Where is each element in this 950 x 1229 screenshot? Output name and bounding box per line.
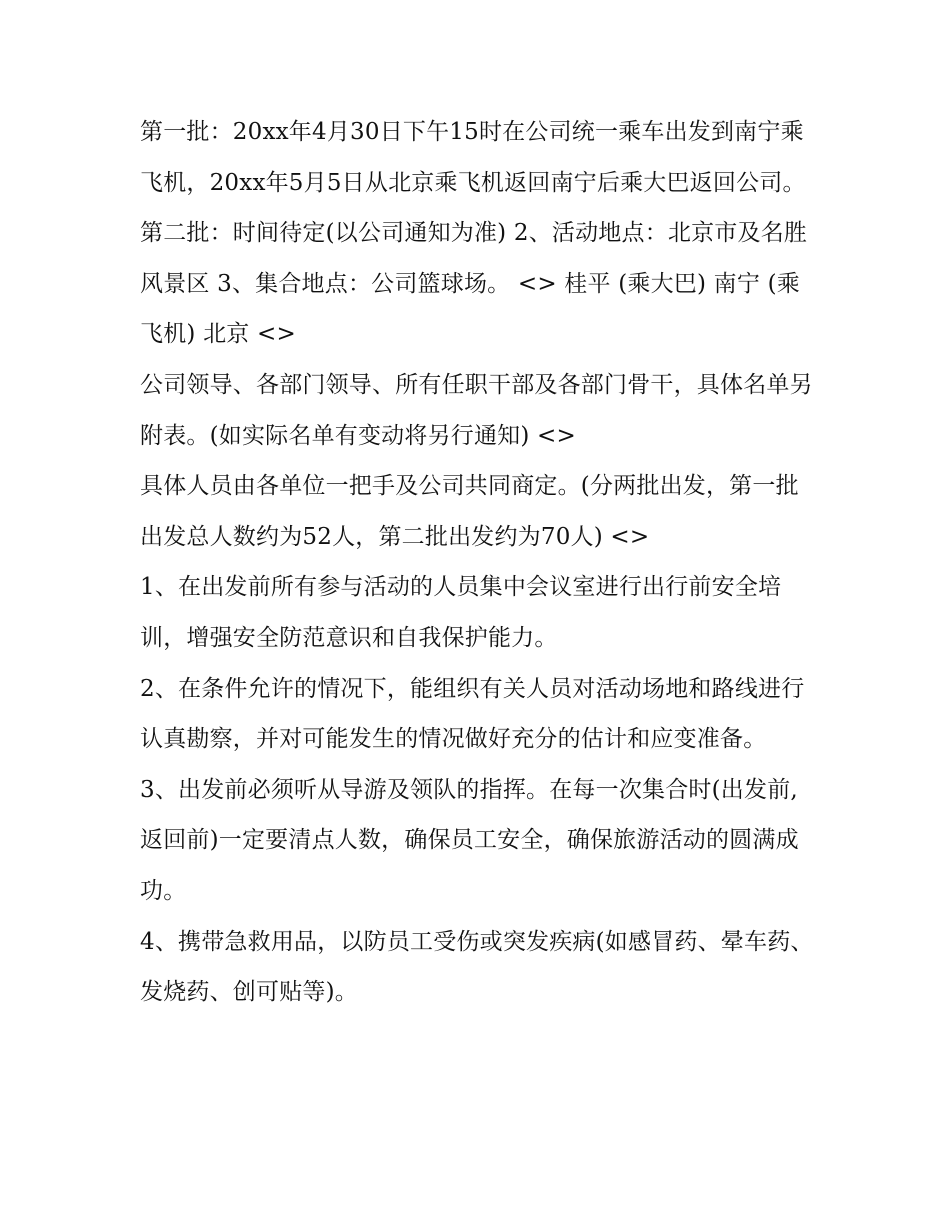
paragraph-item-2: 2、在条件允许的情况下，能组织有关人员对活动场地和路线进行认真勘察，并对可能发生的情况做好充分的估计和应变准备。 <box>140 675 805 753</box>
paragraph-item-1: 1、在出发前所有参与活动的人员集中会议室进行出行前安全培训，增强安全防范意识和自我保护能力。 <box>140 574 782 651</box>
document-body <box>140 107 820 1018</box>
paragraph-participants: 公司领导、各部门领导、所有任职干部及各部门骨干，具体名单另附表。(如实际名单有变动将另行通知) <> <box>140 371 813 449</box>
paragraph-item-4: 4、携带急救用品，以防员工受伤或突发疾病(如感冒药、晕车药、发烧药、创可贴等)。 <box>140 928 814 1006</box>
paragraph-first-batch: 第一批：20xx年4月30日下午15时在公司统一乘车出发到南宁乘飞机，20xx年5月5日从北京乘飞机返回南宁后乘大巴返回公司。 <box>140 119 806 196</box>
paragraph-headcount: 具体人员由各单位一把手及公司共同商定。(分两批出发，第一批出发总人数约为52人，第二批出发约为70人) <> <box>140 473 799 550</box>
paragraph-item-3: 3、出发前必须听从导游及领队的指挥。在每一次集合时(出发前,返回前)一定要清点人数，确保员工安全，确保旅游活动的圆满成功。 <box>140 776 799 904</box>
paragraph-second-batch: 第二批：时间待定(以公司通知为准) 2、活动地点：北京市及名胜风景区 3、集合地点：公司篮球场。 <> 桂平 (乘大巴) 南宁 (乘飞机) 北京 <> <box>140 220 808 348</box>
